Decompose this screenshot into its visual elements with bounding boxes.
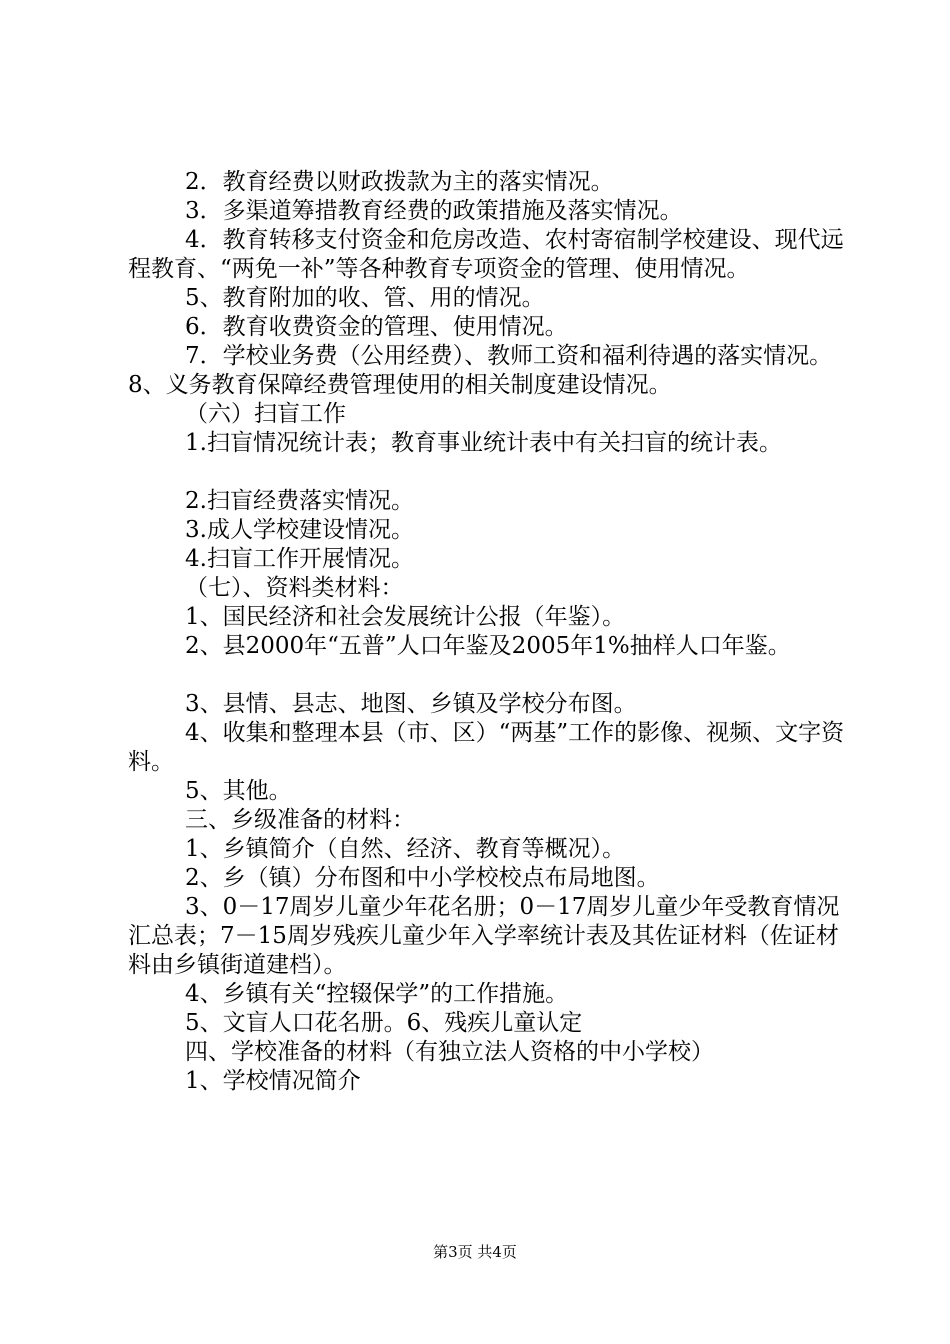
paragraph-4: 5、教育附加的收、管、用的情况。: [185, 285, 545, 311]
page-footer: [0, 1242, 950, 1262]
paragraph-3: 4．教育转移支付资金和危房改造、农村寄宿制学校建设、现代远程教育、“两免一补”等各种教育专项资金的管理、使用情况。: [128, 227, 844, 282]
paragraph-18: 3、0－17周岁儿童少年花名册；0－17周岁儿童少年受教育情况汇总表；7－15周岁残疾儿童少年入学率统计表及其佐证材料（佐证材料由乡镇街道建档）。: [128, 894, 840, 978]
paragraph-11: 1、国民经济和社会发展统计公报（年鉴）。: [185, 604, 626, 630]
paragraph-19: 4、乡镇有关“控辍保学”的工作措施。: [185, 981, 569, 1007]
paragraph-1: 2．教育经费以财政拨款为主的落实情况。: [185, 169, 614, 195]
paragraph-14: 4、收集和整理本县（市、区）“两基”工作的影像、视频、文字资料。: [128, 720, 845, 775]
paragraph-7: 1.扫盲情况统计表；教育事业统计表中有关扫盲的统计表。: [185, 430, 782, 456]
section-heading-literacy: （六）扫盲工作: [185, 401, 346, 427]
paragraph-12: 2、县2000年“五普”人口年鉴及2005年1%抽样人口年鉴。: [185, 633, 791, 659]
paragraph-16: 1、乡镇简介（自然、经济、教育等概况）。: [185, 836, 626, 862]
paragraph-13: 3、县情、县志、地图、乡镇及学校分布图。: [185, 691, 637, 717]
paragraph-10: 4.扫盲工作开展情况。: [185, 546, 414, 572]
section-heading-materials: （七）、资料类材料：: [185, 575, 404, 601]
section-heading-township: 三、乡级准备的材料：: [185, 807, 415, 833]
section-heading-school: 四、学校准备的材料（有独立法人资格的中小学校）: [185, 1039, 714, 1065]
paragraph-5: 6．教育收费资金的管理、使用情况。: [185, 314, 568, 340]
paragraph-15: 5、其他。: [185, 778, 292, 804]
paragraph-8: 2.扫盲经费落实情况。: [185, 488, 414, 514]
paragraph-2: 3．多渠道筹措教育经费的政策措施及落实情况。: [185, 198, 683, 224]
paragraph-20: 5、文盲人口花名册。6、残疾儿童认定: [185, 1010, 583, 1036]
paragraph-6: 7．学校业务费（公用经费）、教师工资和福利待遇的落实情况。8、义务教育保障经费管理使用的相关制度建设情况。: [128, 343, 833, 398]
paragraph-21: 1、学校情况简介: [185, 1068, 361, 1094]
document-body: [128, 168, 853, 1096]
paragraph-9: 3.成人学校建设情况。: [185, 517, 414, 543]
page-number-label: 第3页 共4页: [433, 1243, 517, 1261]
paragraph-17: 2、乡（镇）分布图和中小学校校点布局地图。: [185, 865, 660, 891]
